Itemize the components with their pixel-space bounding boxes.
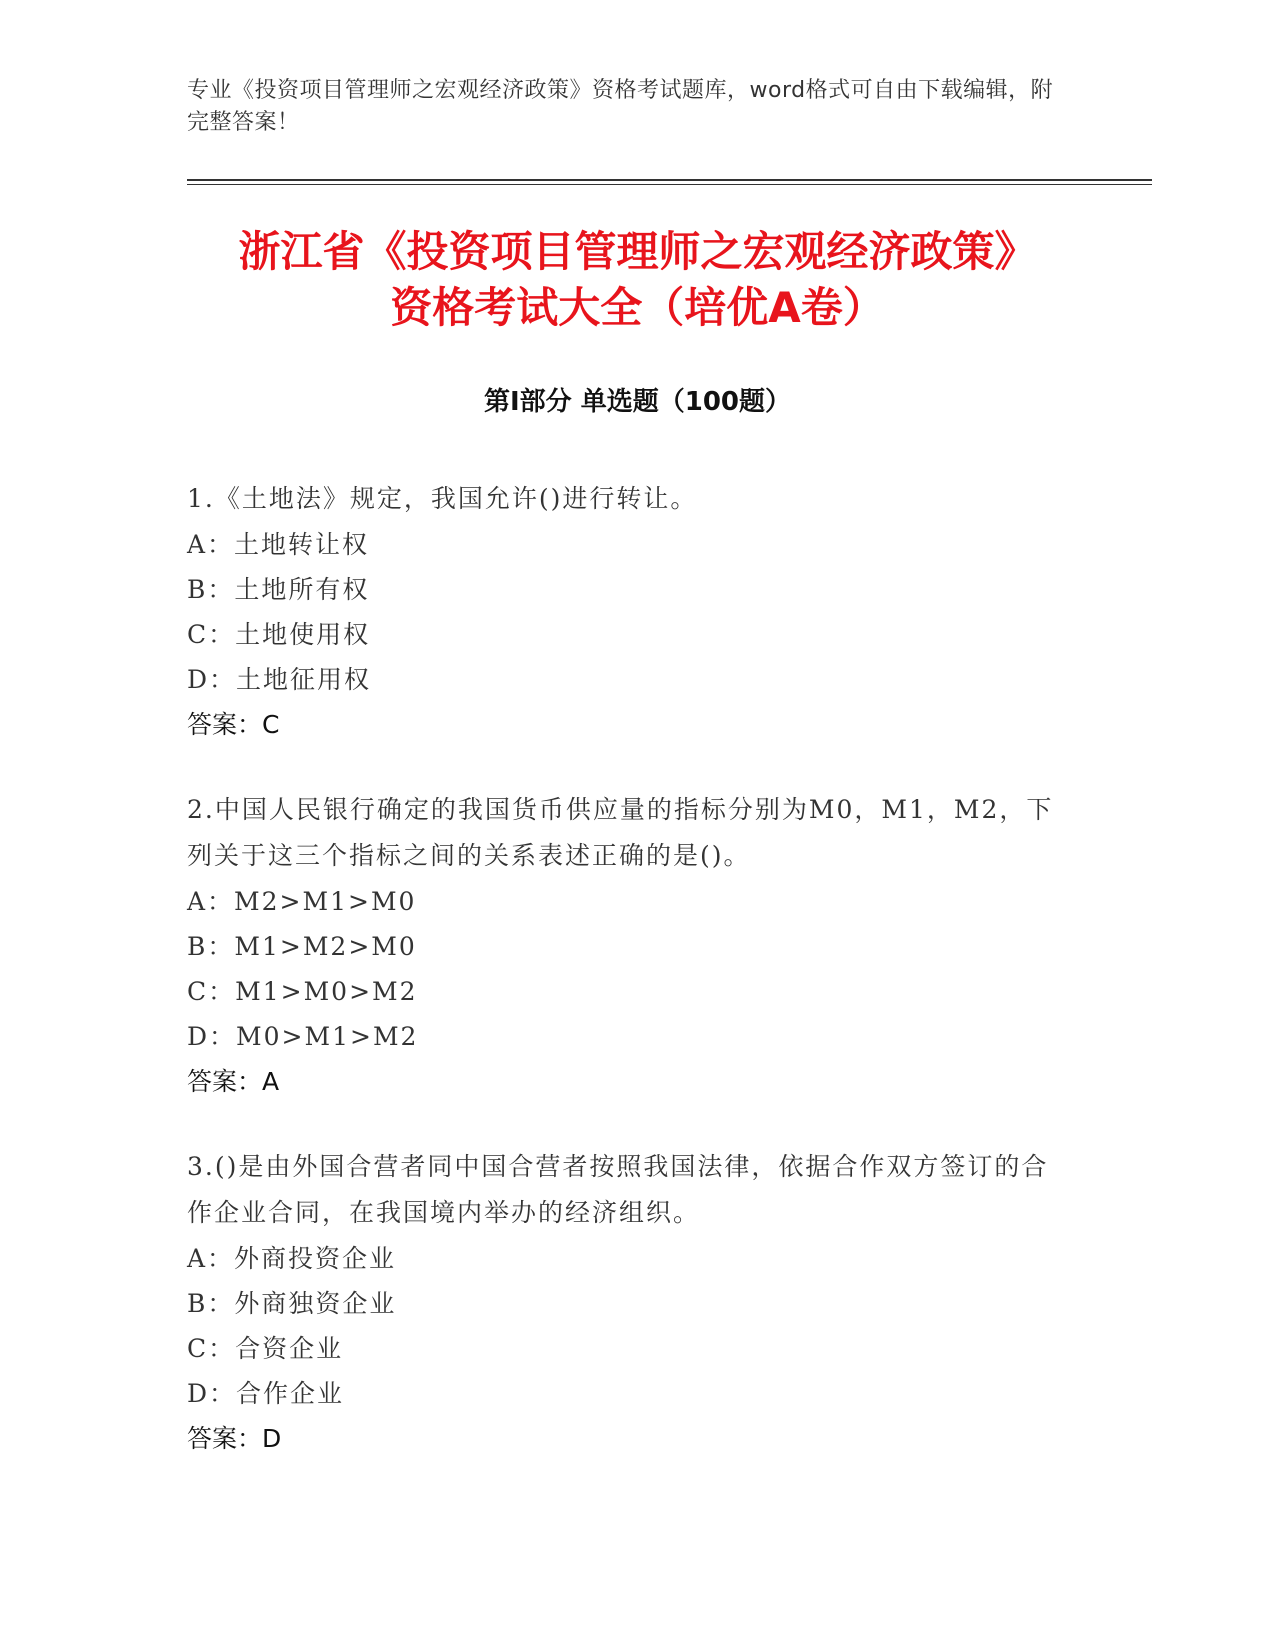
option-a: A：M2>M1>M0 (187, 887, 417, 916)
option-d: D：M0>M1>M2 (187, 1022, 419, 1051)
title-line-1: 浙江省《投资项目管理师之宏观经济政策》 (238, 227, 1037, 276)
option-c: C：土地使用权 (187, 620, 371, 649)
option-b: B：外商独资企业 (187, 1289, 397, 1318)
option-b: B：M1>M2>M0 (187, 932, 417, 961)
option-d: D：合作企业 (187, 1379, 345, 1408)
question-2 (187, 787, 1067, 1104)
answer: 答案：A (187, 1067, 280, 1096)
option-b: B：土地所有权 (187, 575, 370, 604)
question-1 (187, 476, 1067, 747)
option-d: D：土地征用权 (187, 665, 372, 694)
option-a: A：土地转让权 (187, 530, 370, 559)
answer: 答案：C (187, 710, 280, 739)
option-c: C：M1>M0>M2 (187, 977, 418, 1006)
header-divider-thin (187, 184, 1152, 185)
option-c: C：合资企业 (187, 1334, 344, 1363)
section-heading: 第Ⅰ部分 单选题（100题） (484, 387, 791, 417)
question-stem: 1.《土地法》规定，我国允许()进行转让。 (187, 484, 698, 513)
question-stem: 2.中国人民银行确定的我国货币供应量的指标分别为M0，M1，M2，下列关于这三个指标之间的关系表述正确的是()。 (187, 795, 1054, 870)
header-divider-thick (187, 179, 1152, 181)
answer: 答案：D (187, 1424, 282, 1453)
document-title (100, 224, 1175, 336)
question-stem: 3.()是由外国合营者同中国合营者按照我国法律，依据合作双方签订的合作企业合同，在我国境内举办的经济组织。 (187, 1152, 1049, 1227)
question-3 (187, 1144, 1067, 1461)
question-list (187, 476, 1067, 1501)
title-line-2: 资格考试大全（培优A卷） (390, 283, 885, 332)
option-a: A：外商投资企业 (187, 1244, 397, 1273)
header-note: 专业《投资项目管理师之宏观经济政策》资格考试题库，word格式可自由下载编辑，附完整答案！ (187, 78, 1054, 135)
